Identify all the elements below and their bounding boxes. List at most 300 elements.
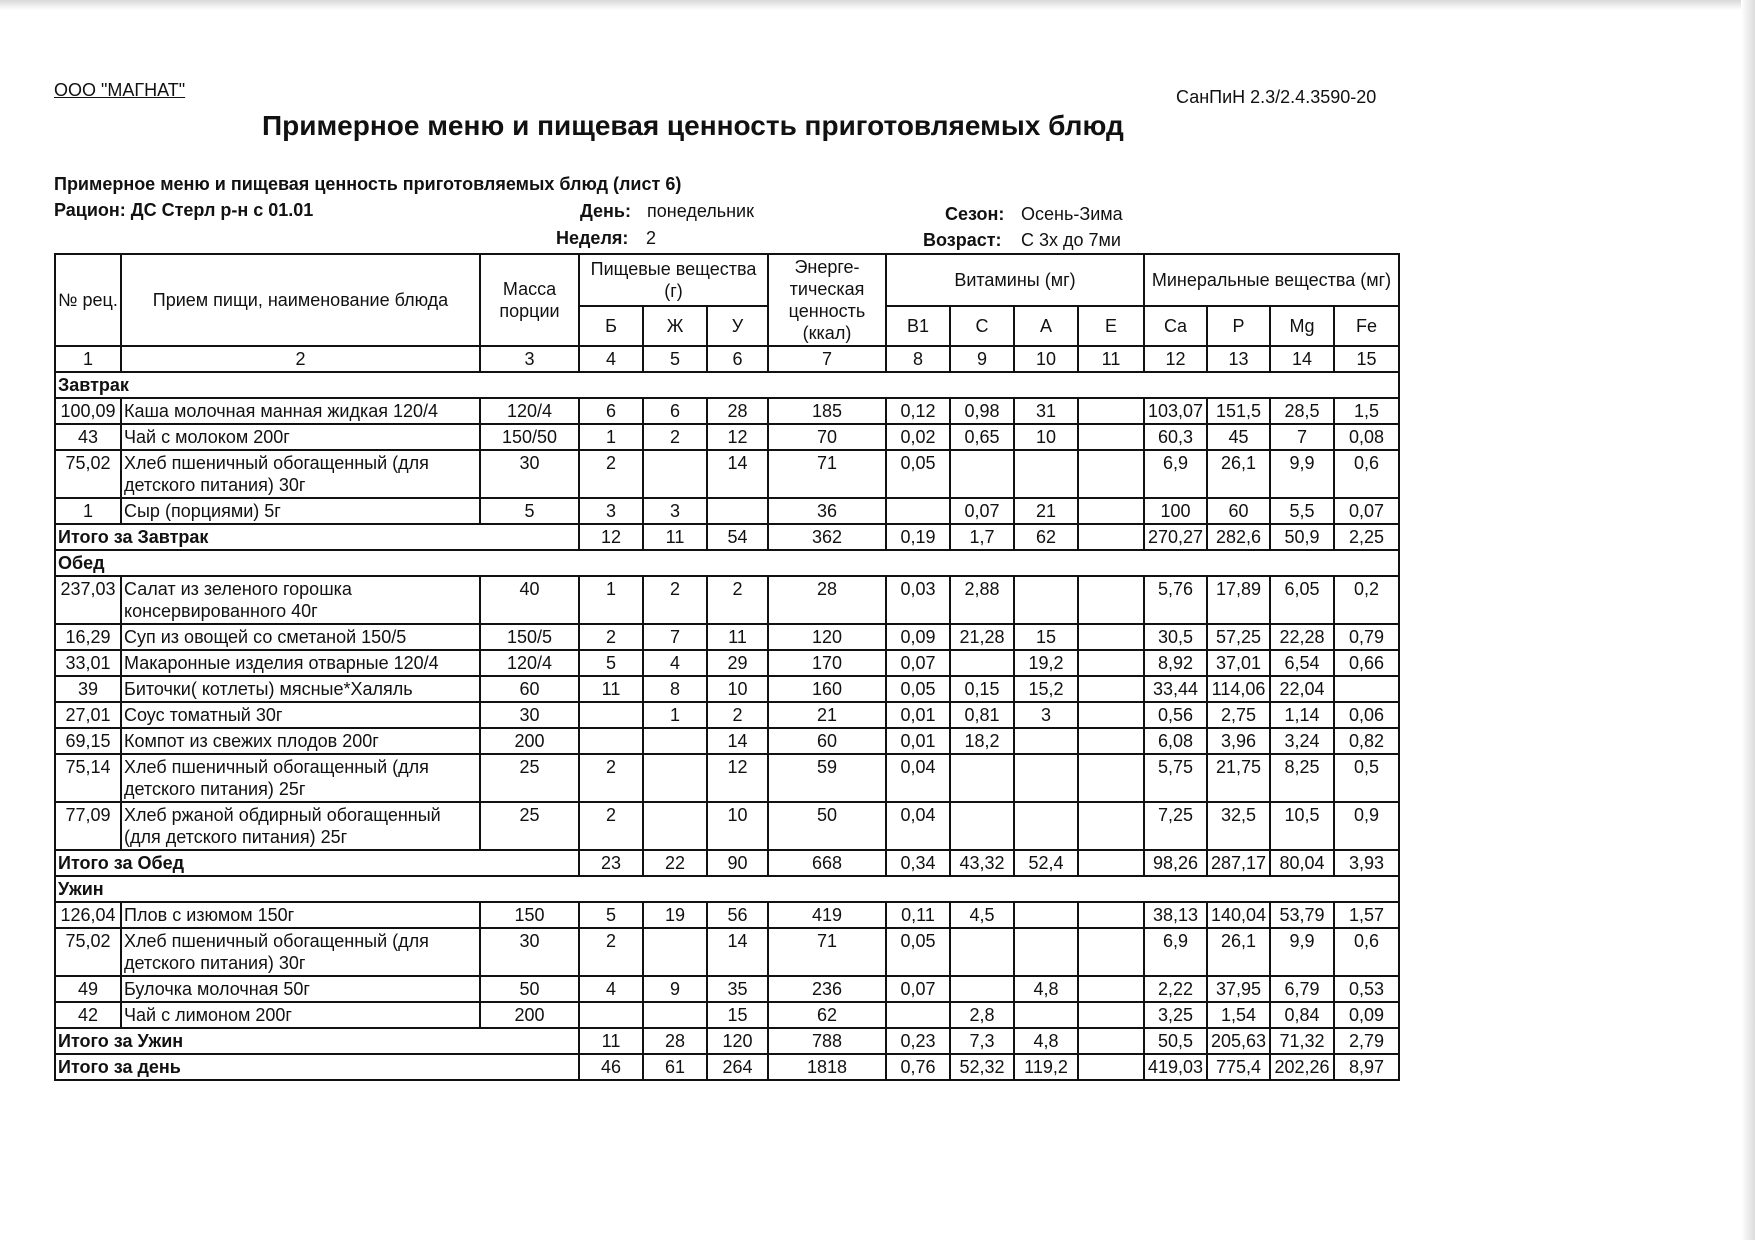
day-total-row <box>55 1054 1399 1080</box>
total-zh: 22 <box>643 850 707 876</box>
portion-mass: 30 <box>480 702 579 728</box>
day-total-c: 52,32 <box>950 1054 1014 1080</box>
value-zh: 2 <box>643 576 707 624</box>
value-mg: 9,9 <box>1270 450 1334 498</box>
value-e <box>1078 754 1144 802</box>
portion-mass: 30 <box>480 928 579 976</box>
value-b1: 0,01 <box>886 728 950 754</box>
day-total-ca: 419,03 <box>1144 1054 1207 1080</box>
day-total-p: 775,4 <box>1207 1054 1270 1080</box>
value-e <box>1078 398 1144 424</box>
dish-name: Компот из свежих плодов 200г <box>121 728 480 754</box>
value-mg: 53,79 <box>1270 902 1334 928</box>
value-a: 15,2 <box>1014 676 1078 702</box>
portion-mass: 120/4 <box>480 398 579 424</box>
meal-total-label: Итого за Ужин <box>55 1028 579 1054</box>
value-ca: 100 <box>1144 498 1207 524</box>
total-a: 4,8 <box>1014 1028 1078 1054</box>
table-row <box>55 450 1399 498</box>
meal-section-row <box>55 372 1399 398</box>
value-a <box>1014 802 1078 850</box>
age-value: С 3х до 7ми <box>1021 230 1121 250</box>
total-zh: 28 <box>643 1028 707 1054</box>
value-a <box>1014 1002 1078 1028</box>
portion-mass: 5 <box>480 498 579 524</box>
value-kcal: 21 <box>768 702 886 728</box>
total-b1: 0,19 <box>886 524 950 550</box>
value-fe: 1,5 <box>1334 398 1399 424</box>
portion-mass: 60 <box>480 676 579 702</box>
value-u <box>707 498 768 524</box>
value-b1: 0,01 <box>886 702 950 728</box>
recipe-number: 1 <box>55 498 121 524</box>
table-row <box>55 576 1399 624</box>
value-zh <box>643 1002 707 1028</box>
sanpin-norm: СанПиН 2.3/2.4.3590-20 <box>1176 87 1377 107</box>
value-ca: 103,07 <box>1144 398 1207 424</box>
total-ca: 270,27 <box>1144 524 1207 550</box>
value-kcal: 120 <box>768 624 886 650</box>
recipe-number: 75,02 <box>55 928 121 976</box>
total-a: 52,4 <box>1014 850 1078 876</box>
total-fe: 2,25 <box>1334 524 1399 550</box>
day-total-e <box>1078 1054 1144 1080</box>
value-u: 14 <box>707 728 768 754</box>
dish-name: Салат из зеленого горошка консервированного 40г <box>121 576 480 624</box>
value-mg: 1,14 <box>1270 702 1334 728</box>
header-mg: Mg <box>1270 306 1334 346</box>
day-total-mg: 202,26 <box>1270 1054 1334 1080</box>
value-kcal: 70 <box>768 424 886 450</box>
recipe-number: 75,02 <box>55 450 121 498</box>
total-mg: 50,9 <box>1270 524 1334 550</box>
dish-name: Чай с молоком 200г <box>121 424 480 450</box>
total-u: 120 <box>707 1028 768 1054</box>
value-b: 5 <box>579 650 643 676</box>
total-fe: 2,79 <box>1334 1028 1399 1054</box>
value-ca: 33,44 <box>1144 676 1207 702</box>
meal-total-label: Итого за Обед <box>55 850 579 876</box>
column-index-row <box>55 346 1399 372</box>
value-mg: 22,28 <box>1270 624 1334 650</box>
total-e <box>1078 1028 1144 1054</box>
value-b <box>579 702 643 728</box>
value-c <box>950 976 1014 1002</box>
dish-name: Чай с лимоном 200г <box>121 1002 480 1028</box>
day-total-fe: 8,97 <box>1334 1054 1399 1080</box>
value-b: 11 <box>579 676 643 702</box>
value-e <box>1078 976 1144 1002</box>
portion-mass: 25 <box>480 754 579 802</box>
total-kcal: 788 <box>768 1028 886 1054</box>
total-fe: 3,93 <box>1334 850 1399 876</box>
value-mg: 10,5 <box>1270 802 1334 850</box>
recipe-number: 126,04 <box>55 902 121 928</box>
value-ca: 6,08 <box>1144 728 1207 754</box>
meal-section-row <box>55 550 1399 576</box>
total-b1: 0,23 <box>886 1028 950 1054</box>
dish-name: Биточки( котлеты) мясные*Халяль <box>121 676 480 702</box>
total-c: 1,7 <box>950 524 1014 550</box>
value-ca: 0,56 <box>1144 702 1207 728</box>
week-value: 2 <box>646 228 657 248</box>
value-p: 140,04 <box>1207 902 1270 928</box>
total-ca: 50,5 <box>1144 1028 1207 1054</box>
season-label: Сезон: <box>945 204 1005 224</box>
value-c <box>950 450 1014 498</box>
value-a <box>1014 928 1078 976</box>
column-index: 2 <box>121 346 480 372</box>
organization-name: ООО "МАГНАТ" <box>54 80 186 100</box>
value-ca: 8,92 <box>1144 650 1207 676</box>
value-p: 17,89 <box>1207 576 1270 624</box>
header-vitamins: Витамины (мг) <box>886 254 1144 306</box>
column-index: 13 <box>1207 346 1270 372</box>
value-b1: 0,11 <box>886 902 950 928</box>
dish-name: Хлеб ржаной обдирный обогащенный (для детского питания) 25г <box>121 802 480 850</box>
value-zh <box>643 754 707 802</box>
table-row <box>55 398 1399 424</box>
header-fe: Fe <box>1334 306 1399 346</box>
value-a: 19,2 <box>1014 650 1078 676</box>
value-b1: 0,12 <box>886 398 950 424</box>
value-fe: 0,53 <box>1334 976 1399 1002</box>
table-row <box>55 702 1399 728</box>
value-p: 26,1 <box>1207 928 1270 976</box>
value-b: 2 <box>579 802 643 850</box>
menu-table-body <box>55 346 1399 1080</box>
recipe-number: 69,15 <box>55 728 121 754</box>
recipe-number: 42 <box>55 1002 121 1028</box>
value-fe: 0,06 <box>1334 702 1399 728</box>
portion-mass: 150/50 <box>480 424 579 450</box>
value-fe: 0,9 <box>1334 802 1399 850</box>
value-c <box>950 650 1014 676</box>
value-a <box>1014 450 1078 498</box>
value-u: 2 <box>707 576 768 624</box>
value-u: 29 <box>707 650 768 676</box>
value-zh: 4 <box>643 650 707 676</box>
value-e <box>1078 424 1144 450</box>
portion-mass: 200 <box>480 728 579 754</box>
table-row <box>55 728 1399 754</box>
value-b: 5 <box>579 902 643 928</box>
value-u: 56 <box>707 902 768 928</box>
day-total-label: Итого за день <box>55 1054 579 1080</box>
value-fe <box>1334 676 1399 702</box>
value-e <box>1078 702 1144 728</box>
total-p: 205,63 <box>1207 1028 1270 1054</box>
value-b: 2 <box>579 928 643 976</box>
value-fe: 0,6 <box>1334 928 1399 976</box>
recipe-number: 237,03 <box>55 576 121 624</box>
value-ca: 5,76 <box>1144 576 1207 624</box>
meal-section-title: Завтрак <box>55 372 1399 398</box>
dish-name: Суп из овощей со сметаной 150/5 <box>121 624 480 650</box>
total-ca: 98,26 <box>1144 850 1207 876</box>
day-total-u: 264 <box>707 1054 768 1080</box>
table-row <box>55 1002 1399 1028</box>
value-mg: 8,25 <box>1270 754 1334 802</box>
value-b1: 0,07 <box>886 650 950 676</box>
value-fe: 0,5 <box>1334 754 1399 802</box>
value-ca: 30,5 <box>1144 624 1207 650</box>
value-b: 2 <box>579 450 643 498</box>
column-index: 14 <box>1270 346 1334 372</box>
value-p: 37,95 <box>1207 976 1270 1002</box>
table-row <box>55 902 1399 928</box>
total-a: 62 <box>1014 524 1078 550</box>
header-mass: Масса порции <box>480 254 579 346</box>
total-p: 287,17 <box>1207 850 1270 876</box>
total-kcal: 362 <box>768 524 886 550</box>
value-e <box>1078 576 1144 624</box>
total-u: 90 <box>707 850 768 876</box>
recipe-number: 49 <box>55 976 121 1002</box>
total-u: 54 <box>707 524 768 550</box>
week-label: Неделя: <box>556 228 629 248</box>
value-p: 1,54 <box>1207 1002 1270 1028</box>
value-mg: 22,04 <box>1270 676 1334 702</box>
value-p: 114,06 <box>1207 676 1270 702</box>
recipe-number: 16,29 <box>55 624 121 650</box>
table-row <box>55 802 1399 850</box>
value-mg: 0,84 <box>1270 1002 1334 1028</box>
value-mg: 7 <box>1270 424 1334 450</box>
table-row <box>55 754 1399 802</box>
value-p: 32,5 <box>1207 802 1270 850</box>
value-p: 45 <box>1207 424 1270 450</box>
value-kcal: 62 <box>768 1002 886 1028</box>
value-kcal: 419 <box>768 902 886 928</box>
value-a <box>1014 728 1078 754</box>
day-total-kcal: 1818 <box>768 1054 886 1080</box>
meal-section-row <box>55 876 1399 902</box>
page-title: Примерное меню и пищевая ценность приготовляемых блюд <box>262 110 1124 141</box>
value-zh: 6 <box>643 398 707 424</box>
portion-mass: 50 <box>480 976 579 1002</box>
total-mg: 71,32 <box>1270 1028 1334 1054</box>
portion-mass: 200 <box>480 1002 579 1028</box>
table-row <box>55 650 1399 676</box>
value-kcal: 36 <box>768 498 886 524</box>
column-index: 11 <box>1078 346 1144 372</box>
value-ca: 7,25 <box>1144 802 1207 850</box>
header-dish: Прием пищи, наименование блюда <box>121 254 480 346</box>
value-c: 18,2 <box>950 728 1014 754</box>
total-b: 12 <box>579 524 643 550</box>
table-row <box>55 498 1399 524</box>
dish-name: Хлеб пшеничный обогащенный (для детского питания) 25г <box>121 754 480 802</box>
value-kcal: 71 <box>768 928 886 976</box>
value-b1: 0,05 <box>886 450 950 498</box>
value-b: 1 <box>579 424 643 450</box>
value-p: 60 <box>1207 498 1270 524</box>
table-row <box>55 676 1399 702</box>
value-a: 15 <box>1014 624 1078 650</box>
value-c: 0,65 <box>950 424 1014 450</box>
value-u: 14 <box>707 928 768 976</box>
day-total-b1: 0,76 <box>886 1054 950 1080</box>
dish-name: Хлеб пшеничный обогащенный (для детского питания) 30г <box>121 928 480 976</box>
value-u: 15 <box>707 1002 768 1028</box>
header-ca: Ca <box>1144 306 1207 346</box>
total-b1: 0,34 <box>886 850 950 876</box>
value-mg: 3,24 <box>1270 728 1334 754</box>
value-b: 2 <box>579 754 643 802</box>
recipe-number: 75,14 <box>55 754 121 802</box>
value-fe: 1,57 <box>1334 902 1399 928</box>
total-e <box>1078 850 1144 876</box>
total-c: 7,3 <box>950 1028 1014 1054</box>
value-zh: 2 <box>643 424 707 450</box>
recipe-number: 33,01 <box>55 650 121 676</box>
value-e <box>1078 676 1144 702</box>
recipe-number: 27,01 <box>55 702 121 728</box>
table-row <box>55 976 1399 1002</box>
value-kcal: 236 <box>768 976 886 1002</box>
value-fe: 0,09 <box>1334 1002 1399 1028</box>
value-ca: 60,3 <box>1144 424 1207 450</box>
menu-table <box>54 253 1400 1081</box>
value-kcal: 160 <box>768 676 886 702</box>
value-c: 21,28 <box>950 624 1014 650</box>
value-b1: 0,03 <box>886 576 950 624</box>
value-kcal: 170 <box>768 650 886 676</box>
value-a: 31 <box>1014 398 1078 424</box>
value-kcal: 185 <box>768 398 886 424</box>
portion-mass: 25 <box>480 802 579 850</box>
value-c: 2,88 <box>950 576 1014 624</box>
table-row <box>55 624 1399 650</box>
value-u: 2 <box>707 702 768 728</box>
value-p: 26,1 <box>1207 450 1270 498</box>
value-e <box>1078 450 1144 498</box>
value-zh: 3 <box>643 498 707 524</box>
portion-mass: 40 <box>480 576 579 624</box>
portion-mass: 120/4 <box>480 650 579 676</box>
value-u: 12 <box>707 424 768 450</box>
dish-name: Соус томатный 30г <box>121 702 480 728</box>
value-fe: 0,6 <box>1334 450 1399 498</box>
value-c: 2,8 <box>950 1002 1014 1028</box>
value-c <box>950 928 1014 976</box>
value-c: 0,98 <box>950 398 1014 424</box>
header-rec-no: № рец. <box>55 254 121 346</box>
ration-label: Рацион: ДС Стерл р-н с 01.01 <box>54 200 314 220</box>
value-e <box>1078 728 1144 754</box>
meal-total-row <box>55 1028 1399 1054</box>
column-index: 10 <box>1014 346 1078 372</box>
value-b: 1 <box>579 576 643 624</box>
value-ca: 3,25 <box>1144 1002 1207 1028</box>
value-b1: 0,05 <box>886 676 950 702</box>
value-b1: 0,09 <box>886 624 950 650</box>
value-c: 0,15 <box>950 676 1014 702</box>
total-mg: 80,04 <box>1270 850 1334 876</box>
value-u: 10 <box>707 676 768 702</box>
value-c: 4,5 <box>950 902 1014 928</box>
header-zh: Ж <box>643 306 707 346</box>
value-fe: 0,79 <box>1334 624 1399 650</box>
column-index: 7 <box>768 346 886 372</box>
value-ca: 38,13 <box>1144 902 1207 928</box>
value-mg: 28,5 <box>1270 398 1334 424</box>
value-u: 35 <box>707 976 768 1002</box>
value-fe: 0,82 <box>1334 728 1399 754</box>
portion-mass: 150/5 <box>480 624 579 650</box>
value-ca: 2,22 <box>1144 976 1207 1002</box>
day-total-b: 46 <box>579 1054 643 1080</box>
recipe-number: 43 <box>55 424 121 450</box>
value-ca: 6,9 <box>1144 450 1207 498</box>
sheet-subtitle: Примерное меню и пищевая ценность приготовляемых блюд (лист 6) <box>54 174 682 194</box>
dish-name: Сыр (порциями) 5г <box>121 498 480 524</box>
header-minerals: Минеральные вещества (мг) <box>1144 254 1399 306</box>
value-b1: 0,02 <box>886 424 950 450</box>
value-e <box>1078 624 1144 650</box>
value-zh <box>643 928 707 976</box>
meal-total-row <box>55 850 1399 876</box>
value-fe: 0,66 <box>1334 650 1399 676</box>
value-ca: 5,75 <box>1144 754 1207 802</box>
value-a <box>1014 576 1078 624</box>
value-b1 <box>886 498 950 524</box>
header-u: У <box>707 306 768 346</box>
age-label: Возраст: <box>923 230 1002 250</box>
portion-mass: 30 <box>480 450 579 498</box>
value-p: 3,96 <box>1207 728 1270 754</box>
value-kcal: 50 <box>768 802 886 850</box>
header-b: Б <box>579 306 643 346</box>
value-b1: 0,05 <box>886 928 950 976</box>
table-row <box>55 928 1399 976</box>
value-p: 2,75 <box>1207 702 1270 728</box>
value-a: 10 <box>1014 424 1078 450</box>
value-b1 <box>886 1002 950 1028</box>
header-a: А <box>1014 306 1078 346</box>
total-kcal: 668 <box>768 850 886 876</box>
dish-name: Макаронные изделия отварные 120/4 <box>121 650 480 676</box>
header-b1: В1 <box>886 306 950 346</box>
value-a: 21 <box>1014 498 1078 524</box>
value-c <box>950 802 1014 850</box>
value-mg: 6,79 <box>1270 976 1334 1002</box>
value-kcal: 71 <box>768 450 886 498</box>
total-zh: 11 <box>643 524 707 550</box>
value-kcal: 59 <box>768 754 886 802</box>
value-fe: 0,08 <box>1334 424 1399 450</box>
dish-name: Булочка молочная 50г <box>121 976 480 1002</box>
meal-section-title: Ужин <box>55 876 1399 902</box>
season-value: Осень-Зима <box>1021 204 1123 224</box>
value-b1: 0,07 <box>886 976 950 1002</box>
value-mg: 9,9 <box>1270 928 1334 976</box>
total-e <box>1078 524 1144 550</box>
value-u: 28 <box>707 398 768 424</box>
value-fe: 0,2 <box>1334 576 1399 624</box>
meal-total-row <box>55 524 1399 550</box>
value-a: 3 <box>1014 702 1078 728</box>
total-p: 282,6 <box>1207 524 1270 550</box>
dish-name: Хлеб пшеничный обогащенный (для детского питания) 30г <box>121 450 480 498</box>
value-b <box>579 728 643 754</box>
value-u: 10 <box>707 802 768 850</box>
column-index: 6 <box>707 346 768 372</box>
column-index: 4 <box>579 346 643 372</box>
column-index: 9 <box>950 346 1014 372</box>
value-c: 0,07 <box>950 498 1014 524</box>
